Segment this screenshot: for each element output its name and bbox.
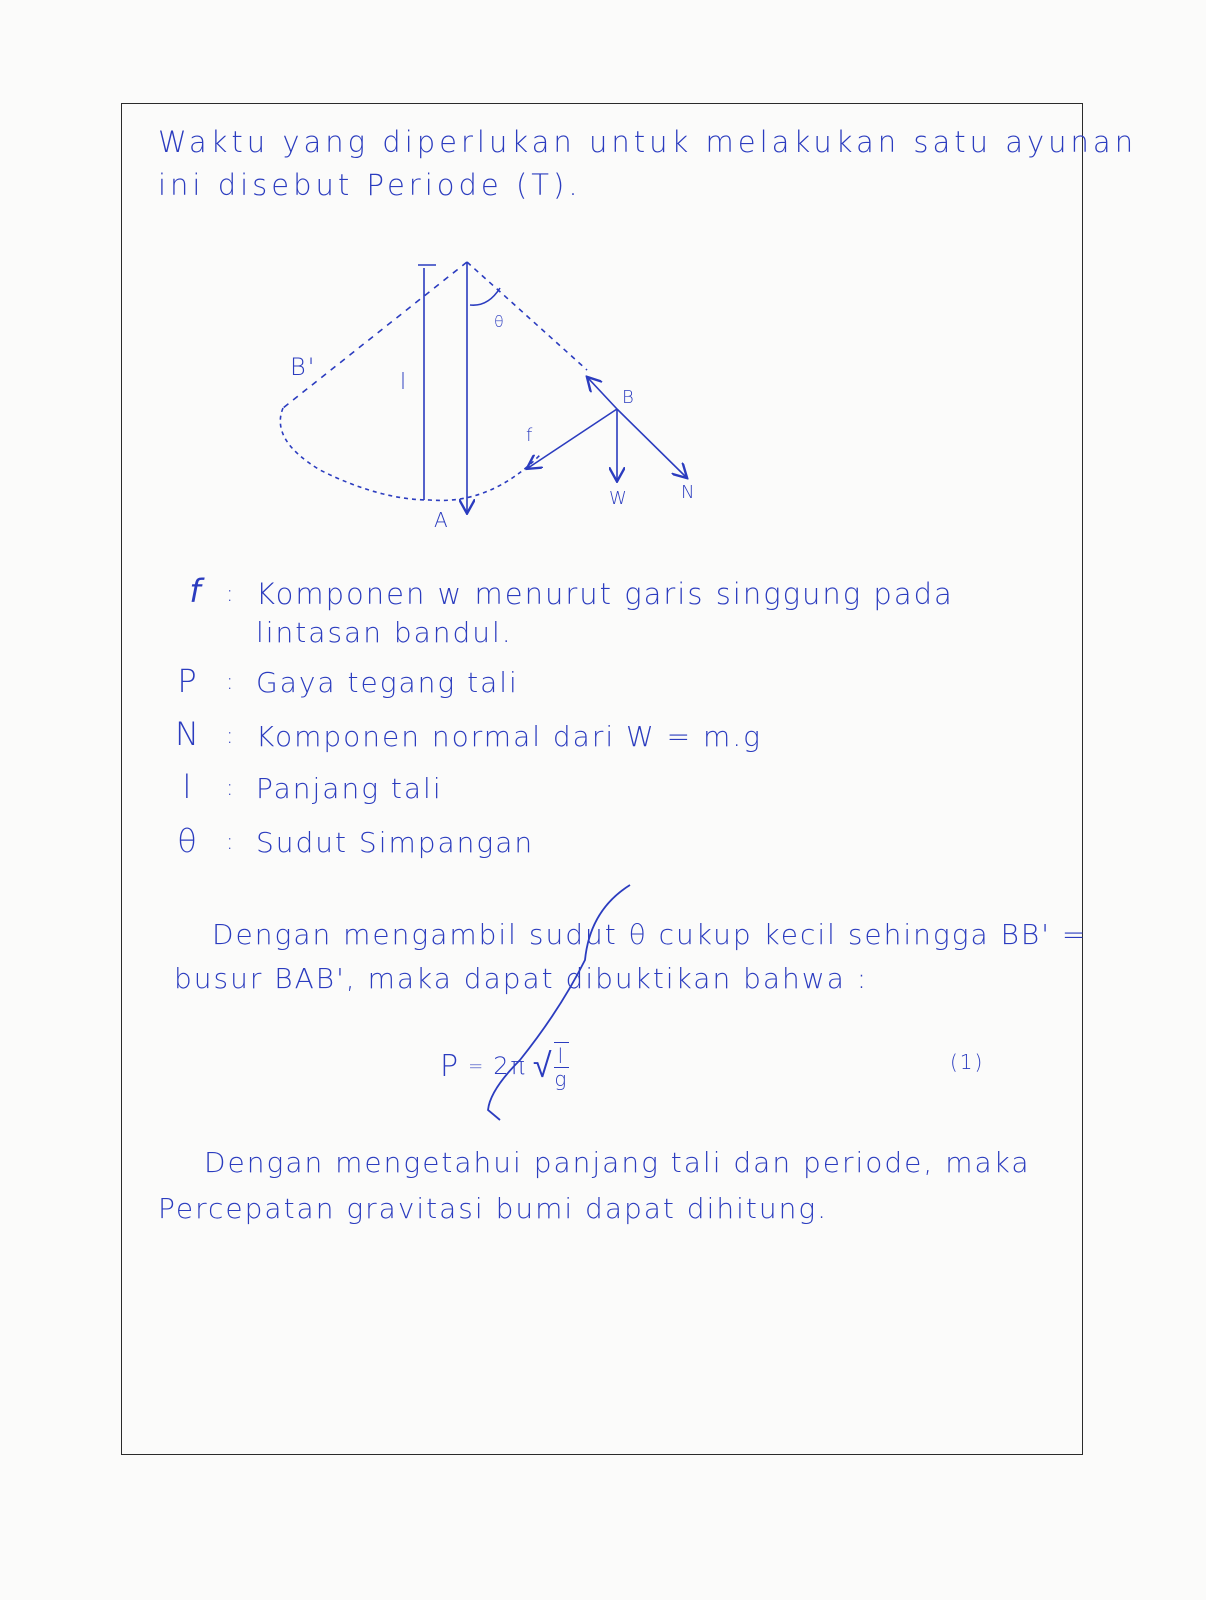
legend-symbol-p: P: [177, 662, 199, 700]
formula-numerator: l: [554, 1045, 570, 1068]
label-n: N: [681, 482, 697, 503]
legend-symbol-f: f: [189, 572, 203, 610]
label-theta: θ: [494, 312, 506, 331]
legend-sep-n: :: [226, 724, 236, 749]
intro-line-2: ini disebut Periode (T).: [158, 168, 582, 202]
formula-lhs: P: [440, 1048, 461, 1084]
label-f: f: [526, 425, 535, 446]
legend-symbol-n: N: [175, 715, 201, 753]
legend-symbol-l: l: [182, 768, 194, 806]
formula-eq: =: [468, 1055, 486, 1077]
paragraph2-line-1: Dengan mengetahui panjang tali dan periode, maka: [204, 1146, 1031, 1179]
legend-sep-p: :: [226, 670, 236, 695]
legend-text-f-cont: lintasan bandul.: [256, 616, 513, 649]
legend-sep-l: :: [226, 776, 236, 801]
legend-text-l: Panjang tali: [256, 772, 443, 805]
sqrt-sign: √ $\frac{l}{g}$: [532, 1044, 569, 1091]
label-l: l: [400, 370, 409, 395]
label-b-prime: B': [290, 353, 317, 381]
formula-denominator: g: [554, 1067, 569, 1091]
paragraph2-line-2: Percepatan gravitasi bumi dapat dihitung.: [158, 1192, 829, 1225]
intro-line-1: Waktu yang diperlukan untuk melakukan satu ayunan: [158, 125, 1138, 159]
label-b: B: [622, 387, 636, 408]
legend-symbol-theta: θ: [177, 822, 199, 860]
formula-coef: 2π: [493, 1052, 527, 1080]
paragraph1-line-1: Dengan mengambil sudut θ cukup kecil sehingga BB' =: [212, 918, 1088, 951]
legend-sep-theta: :: [226, 830, 236, 855]
legend-text-theta: Sudut Simpangan: [256, 826, 535, 859]
label-w: W: [609, 488, 629, 509]
label-a: A: [434, 508, 450, 532]
equation-number: (1): [950, 1050, 985, 1074]
legend-sep-f: :: [226, 582, 236, 607]
legend-text-f: Komponen w menurut garis singgung pada: [256, 577, 954, 611]
paragraph1-line-2: busur BAB', maka dapat dibuktikan bahwa :: [174, 962, 869, 995]
legend-text-n: Komponen normal dari W = m.g: [256, 720, 762, 753]
legend-text-p: Gaya tegang tali: [256, 666, 519, 699]
